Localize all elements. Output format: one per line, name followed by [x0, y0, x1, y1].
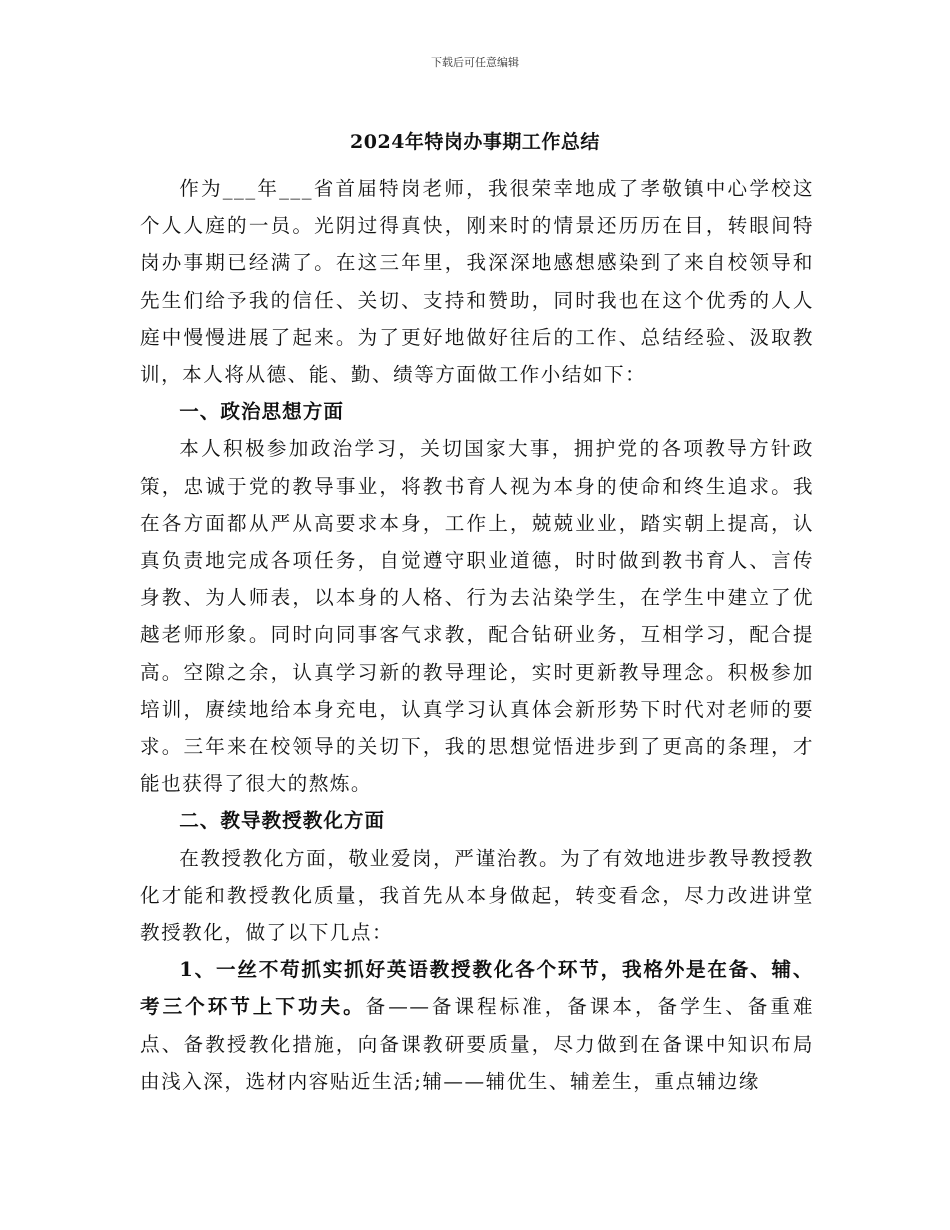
- header-note: 下载后可任意编辑: [431, 56, 519, 69]
- document-body: [140, 170, 814, 1100]
- section-heading-politics: 一、政治思想方面: [179, 400, 344, 424]
- document-title: 2024年特岗办事期工作总结: [350, 131, 600, 153]
- section-body-teaching: 在教授教化方面，敬业爱岗，严谨治教。为了有效地进步教导教授教化才能和教授教化质量，我首先从本身做起，转变看念，尽力改进讲堂教授教化，做了以下几点：: [140, 846, 814, 945]
- point-paragraph-1: [140, 951, 814, 1100]
- section-heading-teaching: 二、教导教授教化方面: [179, 809, 386, 833]
- point-1-rest: 备——备课程标准，备课本，备学生、备重难点、备教授教化措施，向备课教研要质量，尽力做到在备课中知识布局由浅入深，选材内容贴近生活;辅——辅优生、辅差生，重点辅边缘: [140, 995, 815, 1093]
- section-body-politics: 本人积极参加政治学习，关切国家大事，拥护党的各项教导方针政策，忠诚于党的教导事业，将教书育人视为本身的使命和终生追求。我在各方面都从严从高要求本身，工作上，兢兢业业，踏实朝上提高，认真负责地完成各项任务，自觉遵守职业道德，时时做到教书育人、言传身教、为人师表，以本身的人格、行为去沾染学生，在学生中建立了优越老师形象。同时向同事客气求教，配合钻研业务，互相学习，配合提高。空隙之余，认真学习新的教导理论，实时更新教导理念。积极参加培训，赓续地给本身充电，认真学习认真体会新形势下时代对老师的要求。三年来在校领导的关切下，我的思想觉悟进步到了更高的条理，才能也获得了很大的熬炼。: [140, 437, 814, 796]
- intro-paragraph: 作为___年___省首届特岗老师，我很荣幸地成了孝敬镇中心学校这个人人庭的一员。光阴过得真快，刚来时的情景还历历在目，转眼间特岗办事期已经满了。在这三年里，我深深地感想感染到了来自校领导和先生们给予我的信任、关切、支持和赞助，同时我也在这个优秀的人人庭中慢慢进展了起来。为了更好地做好往后的工作、总结经验、汲取教训，本人将从德、能、勤、绩等方面做工作小结如下：: [140, 177, 814, 387]
- point-1-lead: 1、一丝不苟抓实抓好英语教授教化各个环节，我格外是在备、辅、考三个环节上下功夫。: [140, 958, 814, 1019]
